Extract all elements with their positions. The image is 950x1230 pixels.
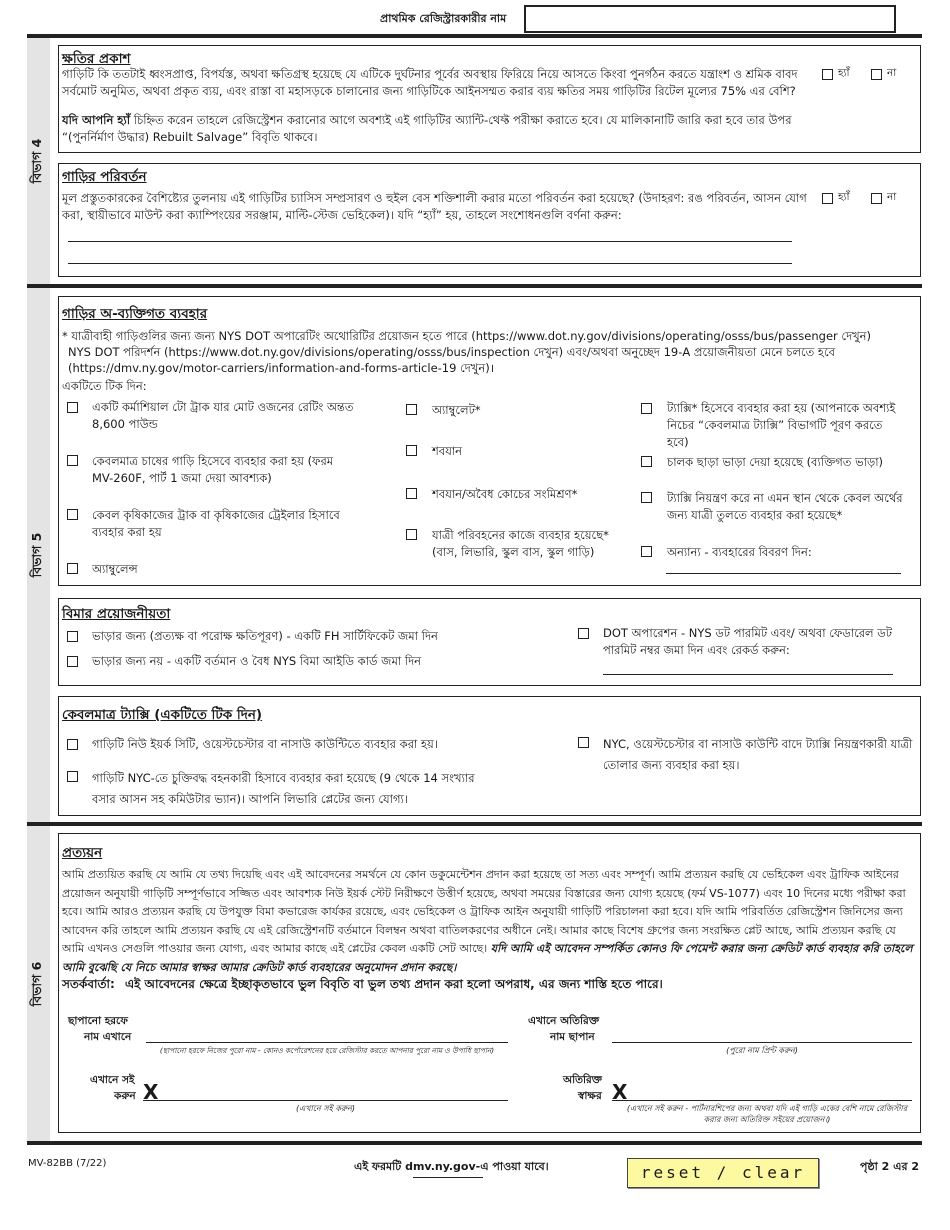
damage-no-label: না <box>887 67 897 79</box>
insurance-not-for-hire-label: ভাড়ার জন্য নয় - একটি বর্তমান ও বৈধ NYS বিমা আইডি কার্ড জমা দিন <box>92 654 422 668</box>
section-6-label: বিভাগ 6 <box>28 961 44 1006</box>
use-tow-truck-checkbox[interactable] <box>67 402 78 413</box>
modification-no-label: না <box>887 191 897 203</box>
damage-title: ক্ষতির প্রকাশ <box>62 51 131 67</box>
section-5-label: বিভাগ 5 <box>28 532 44 578</box>
use-other-description-line[interactable] <box>666 573 901 574</box>
add-name-line[interactable] <box>612 1042 912 1043</box>
use-hearse-coach-label: শবযান/অবৈধ কোচের সংমিশ্রণ* <box>432 487 578 501</box>
use-hearse-label: শবযান <box>432 444 463 458</box>
sign-x-mark: X <box>143 1080 159 1104</box>
print-name-label-1: ছাপানো হরফে <box>68 1015 128 1027</box>
primary-registrant-input[interactable] <box>524 5 896 33</box>
section-bottom-rule <box>27 1141 922 1145</box>
damage-no-checkbox[interactable] <box>871 69 882 80</box>
add-name-label-2: নাম ছাপান <box>550 1031 595 1043</box>
section-6-band <box>27 826 50 1141</box>
insurance-not-for-hire-checkbox[interactable] <box>67 656 78 667</box>
section-5-band <box>27 288 50 822</box>
taxi-other-county-label: NYC, ওয়েস্টচেস্টার বা নাসাউ কাউন্টি বাদে ট্যাক্সি নিয়ন্ত্রণকারী যাত্রী তোলার জন্য ব্যবহার করা হয়। <box>603 737 913 772</box>
use-hearse-checkbox[interactable] <box>406 445 417 456</box>
add-name-label-1: এখানে অতিরিক্ত <box>528 1015 600 1027</box>
damage-note-text: চিহ্নিত করেন তাহলে রেজিস্ট্রেশন করানোর আগে অবশ্যই এই গাড়িটির অ্যান্টি-থেফ্ট পরীক্ষা করাতে হবে। যে মালিকানাটি জারি করা হবে তার উপর “(পুনর্নির্মাণ উদ্ধার) Rebuilt Salvage” বিবৃতি থাকবে। <box>62 113 792 144</box>
available-note: এই ফরমটি dmv.ny.gov-এ পাওয়া যাবে। <box>354 1160 549 1173</box>
damage-yes-checkbox[interactable] <box>822 69 833 80</box>
modification-line-2[interactable] <box>68 263 792 264</box>
taxi-nyc-checkbox[interactable] <box>67 739 78 750</box>
taxi-title: কেবলমাত্র ট্যাক্সি (একটিতে টিক দিন) <box>62 707 263 723</box>
sign-label-1: এখানে সই <box>90 1074 135 1086</box>
section-4-label: বিভাগ 4 <box>28 138 44 184</box>
use-farm-vehicle-label: কেবলমাত্র চাষের গাড়ি হিসেবে ব্যবহার করা হয় (ফরম MV-260F, পার্ট 1 জমা দেয়া আবশ্যক) <box>92 454 334 485</box>
use-farm-vehicle-checkbox[interactable] <box>67 455 78 466</box>
use-agri-truck-label: কেবল কৃষিকাজের ট্রাক বা কৃষিকাজের ট্রেইলার হিসাবে ব্যবহার করা হয় <box>92 508 340 539</box>
reset-clear-button[interactable]: reset / clear <box>627 1158 819 1188</box>
print-name-label-2: নাম এখানে <box>84 1031 132 1043</box>
add-sign-label-2: স্বাক্ষর <box>578 1090 602 1102</box>
available-underline <box>413 1177 483 1178</box>
use-taxi-checkbox[interactable] <box>641 403 652 414</box>
use-other-checkbox[interactable] <box>641 546 652 557</box>
modification-line-1[interactable] <box>68 241 792 242</box>
insurance-dot-label: DOT অপারেশন - NYS ডট পারমিট এবং/ অথবা ফেডারেল ডট পারমিট নম্বর জমা দিন এবং রেকর্ড করুন: <box>603 626 892 657</box>
use-non-taxi-pickup-label: ট্যাক্সি নিয়ন্ত্রণ করে না এমন স্থান থেকে কেবল অর্থের জন্য যাত্রী তুলতে ব্যবহার করা হয়েছে* <box>667 491 903 522</box>
use-tow-truck-label: একটি কর্মাশিয়াল টো ট্রাক যার মোট ওজনের রেটিং অন্তত 8,600 পাউন্ড <box>92 400 354 431</box>
modification-yes-label: হ্যাঁ <box>838 191 850 203</box>
add-sign-line[interactable] <box>612 1100 912 1101</box>
modification-no-checkbox[interactable] <box>871 193 882 204</box>
section-top-rule <box>27 34 922 38</box>
certification-body <box>62 866 914 978</box>
print-name-line[interactable] <box>146 1042 508 1043</box>
use-other-label: অন্যান্য - ব্যবহারের বিবরণ দিন: <box>667 545 812 559</box>
section-rule-6 <box>27 822 922 826</box>
certification-credit-card-text: যদি আমি এই আবেদন সম্পর্কিত কোনও ফি পেমেন্ট করার জন্য ক্রেডিট কার্ড ব্যবহার করি তাহলে আমি বুঝেছি যে নিচে আমার স্বাক্ষর আমার ক্রেডিট কার্ড ব্যবহারের অনুমোদন প্রদান করছে। <box>62 942 913 974</box>
section-4-band <box>27 38 50 284</box>
use-passenger-transport-checkbox[interactable] <box>406 529 417 540</box>
add-sign-label-1: অতিরিক্ত <box>563 1074 602 1086</box>
use-ambulance-checkbox[interactable] <box>67 563 78 574</box>
certification-text: আমি প্রত্যয়িত করছি যে আমি যে তথ্য দিয়েছি এবং এই আবেদনের সমর্থনে যে কোন ডকুমেন্টেশন প্রদান করা হয়েছে তা সত্য এবং সম্পূর্ণ। আমি প্রত্যয়ন করছি যে ভেহিকেল এবং ট্রাফিক আইনের প্রয়োজন অনুযায়ী গাড়িটি সম্পূর্ণভাবে সজ্জিত এবং আবশ্যক নিউ ইয়র্ক স্টেট নিরীক্ষণে উত্তীর্ণ হয়েছে, অথবা সময়ের বিস্তারের জন্য যোগ্য হয়েছে (ফর্ম VS-1077) এবং 10 দিনের মধ্যে পরীক্ষা করা হবে। আমি আরও প্রত্যয়ন করছি যে উপযুক্ত বিমা কভারেজ কার্যকর রয়েছে, এবং ভেহিকেল ও ট্রাফিক আইন অনুযায়ী গাড়িটি পরিচালনা করা হবে। যদি আমি পরিবর্তিত রেজিস্ট্রেশন জিনিসের জন্য আবেদন করি তাহলে আমি প্রত্যয়ন করছি যে এই রেজিস্ট্রেশনটি বর্তমানে বিলম্বন অথবা বাতিলকরণের অধীনে নেই। আমার কাছে বিশেষ গ্রুপের জন্য সংরক্ষিত প্লেট আছে, আমি প্রত্যয়ন করছি যে আমি এখনও সেগুলি পাওয়ার জন্য যোগ্য, এবং আমার কাছে এই প্লেটের কেবল একটি সেট আছে। <box>62 868 906 956</box>
use-ambulette-label: অ্যাম্বুলেট* <box>432 403 481 417</box>
primary-registrant-label: প্রাথমিক রেজিস্ট্রারকারীর নাম <box>380 12 507 25</box>
use-taxi-label: ট্যাক্সি* হিসেবে ব্যবহার করা হয় (আপনাকে অবশ্যই নিচের “কেবলমাত্র ট্যাক্সি” বিভাগটি পূরণ করতে হবে) <box>667 401 896 449</box>
modification-question: মূল প্রস্তুতকারকের বৈশিষ্ট্যের তুলনায় এই গাড়িটির চ্যাসিস সম্প্রসারণ ও হুইল বেস শক্তিশালী করার মতো পরিবর্তন করা হয়েছে? (উদাহরণ: রঙ পরিবর্তন, আসন যোগ করা, স্থায়ীভাবে মাউন্ট করা ক্যাম্পিংয়ের সরঞ্জাম, মাল্টি-স্টেজ ভেহিকেল)। যদি “হ্যাঁ” হয়, তাহলে সংশোধনগুলি বর্ণনা করুন: <box>62 191 807 222</box>
sign-hint: (এখানে সই করুন) <box>296 1104 355 1113</box>
use-rental-label: চালক ছাড়া ভাড়া দেয়া হয়েছে (ব্যক্তিগত ভাড়া) <box>667 455 884 469</box>
nonpersonal-note-3: (https://dmv.ny.gov/motor-carriers/information-and-forms-article-19 দেখুন)। <box>68 361 495 375</box>
certification-title: প্রত্যয়ন <box>62 845 103 861</box>
insurance-dot-permit-line[interactable] <box>603 674 893 675</box>
damage-yes-label: হ্যাঁ <box>838 67 850 79</box>
warning-text: এই আবেদনের ক্ষেত্রে ইচ্ছাকৃতভাবে ভুল বিবৃতি বা ভুল তথ্য প্রদান করা হলো অপরাধ, এর জন্য শাস্তি হতে পারে। <box>124 977 663 991</box>
modification-title: গাড়ির পরিবর্তন <box>62 169 147 185</box>
insurance-title: বিমার প্রয়োজনীয়তা <box>62 606 171 622</box>
damage-note <box>62 112 802 146</box>
damage-note-bold: যদি আপনি হ্যাঁ <box>62 113 131 127</box>
use-rental-checkbox[interactable] <box>641 456 652 467</box>
warning <box>62 976 914 996</box>
taxi-contract-carrier-label: গাড়িটি NYC-তে চুক্তিবদ্ধ বহনকারী হিসাবে ব্যবহার করা হয়েছে (9 থেকে 14 সংখ্যার বসার আসন সহ কমিউটার ভ্যান)। আপনি লিভারি প্লেটের জন্য যোগ্য। <box>92 771 475 806</box>
use-agri-truck-checkbox[interactable] <box>67 509 78 520</box>
nonpersonal-title: গাড়ির অ-ব্যক্তিগত ব্যবহার <box>62 306 208 322</box>
section-rule-5 <box>27 284 922 288</box>
nonpersonal-note-2: NYS DOT পরিদর্শন (https://www.dot.ny.gov/divisions/operating/osss/bus/inspection দেখুন) এবং/অথবা অনুচ্ছেদ 19-A প্রয়োজনীয়তা মেনে চলতে হবে <box>68 345 835 359</box>
use-passenger-transport-label: যাত্রী পরিবহনের কাজে ব্যবহার হয়েছে* (বাস, লিভারি, স্কুল বাস, স্কুল গাড়ি) <box>432 528 609 559</box>
insurance-dot-checkbox[interactable] <box>578 628 589 639</box>
add-sign-x-mark: X <box>612 1080 628 1104</box>
insurance-for-hire-label: ভাড়ার জন্য (প্রত্যক্ষ বা পরোক্ষ ক্ষতিপূরণ) - একটি FH সার্টিফিকেট জমা দিন <box>92 629 438 643</box>
taxi-other-county-checkbox[interactable] <box>578 737 589 748</box>
add-sign-hint: (এখানে সই করুন - পার্টনারশিপের জন্য অথবা যদি এই গাড়ি একের বেশি নামে রেজিস্টার করার জন্য অতিরিক্ত সইয়ের প্রয়োজন।) <box>626 1104 908 1124</box>
taxi-nyc-label: গাড়িটি নিউ ইয়র্ক সিটি, ওয়েস্টচেস্টার বা নাসাউ কাউন্টিতে ব্যবহার করা হয়। <box>92 737 438 751</box>
use-ambulance-label: অ্যাম্বুলেন্স <box>92 562 138 576</box>
use-ambulette-checkbox[interactable] <box>406 404 417 415</box>
use-hearse-coach-checkbox[interactable] <box>406 488 417 499</box>
use-non-taxi-pickup-checkbox[interactable] <box>641 492 652 503</box>
print-name-hint: (ছাপানো হরফে নিজের পুরো নাম - কোনও কর্পোরেশনের হয়ে রেজিস্টার করতে আপনার পুরো নাম ও উপাধি ছাপান) <box>159 1046 495 1055</box>
form-id: MV-82BB (7/22) <box>28 1158 107 1169</box>
nonpersonal-note-1: * যাত্রীবাহী গাড়িগুলির জন্য জন্য NYS DOT অপারেটিং অথোরিটির প্রয়োজন হতে পারে (https://www.dot.ny.gov/divisions/operating/osss/bus/passenger দেখুন) <box>62 329 872 343</box>
modification-yes-checkbox[interactable] <box>822 193 833 204</box>
page-number: পৃষ্ঠা 2 এর 2 <box>860 1160 920 1173</box>
sign-line[interactable] <box>143 1100 508 1101</box>
taxi-contract-carrier-checkbox[interactable] <box>67 771 78 782</box>
nonpersonal-tick-one: একটিতে টিক দিন: <box>62 379 147 393</box>
damage-question: গাড়িটি কি ততটাই ধ্বংসপ্রাপ্ত, বিপর্যস্ত, অথবা ক্ষতিগ্রস্থ হয়েছে যে এটিকে দুর্ঘটনার পূর্বের অবস্থায় ফিরিয়ে নিয়ে আসতে কিংবা পুনর্গঠন করতে যন্ত্রাংশ ও শ্রমিক বাবদ সর্বমোট অনুমিত, অথবা প্রকৃত ব্যয়, এবং রাস্তা বা মহাসড়কে চালানোর জন্য গাড়িটিকে আইনসম্মত করার ব্যয় ক্ষতির সময় গাড়িটির রিটেল মূল্যের 75% এর বেশি? <box>62 67 798 98</box>
insurance-for-hire-checkbox[interactable] <box>67 631 78 642</box>
warning-label: সতর্কবার্তা: <box>62 977 115 991</box>
sign-label-2: করুন <box>114 1090 136 1102</box>
add-name-hint: (পুরো নাম প্রিন্ট করুন) <box>726 1046 798 1055</box>
